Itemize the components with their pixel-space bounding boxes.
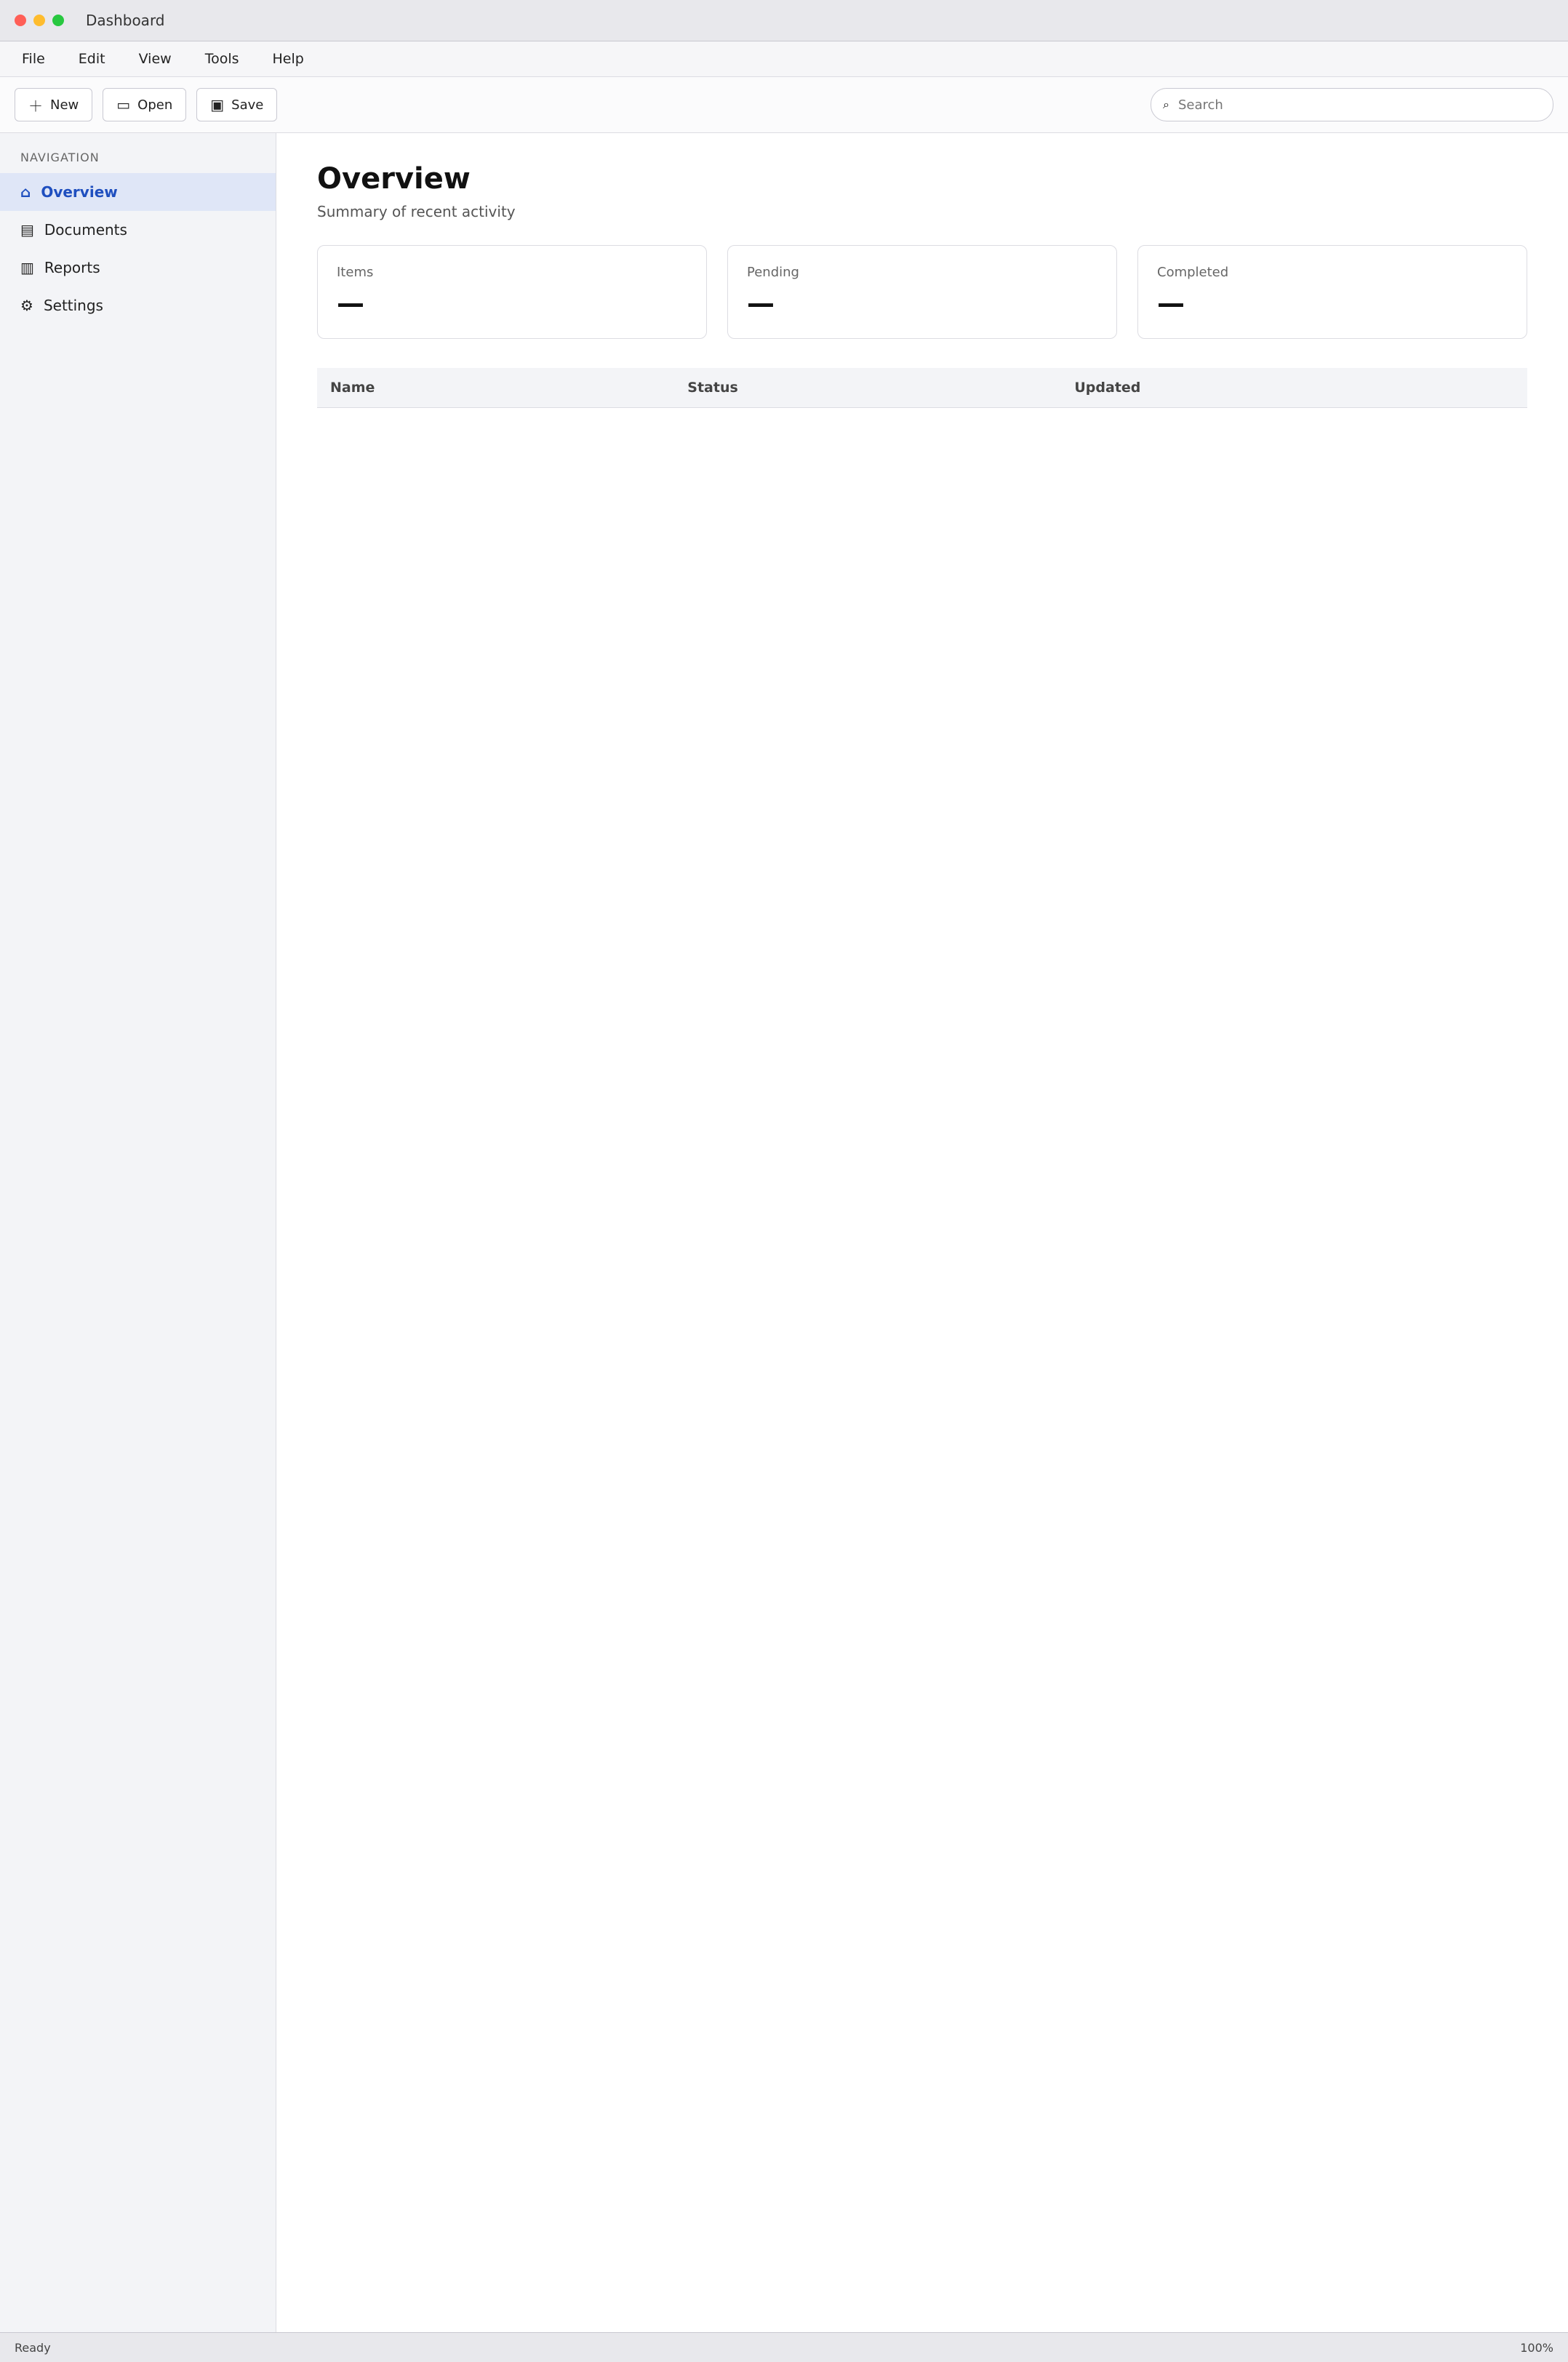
window-controls: [15, 15, 64, 26]
main-panel: [276, 133, 1568, 2332]
close-window-button[interactable]: [15, 15, 26, 26]
card-value: —: [747, 287, 775, 319]
save-button-label: Save: [231, 97, 264, 113]
sidebar-item-label: Reports: [44, 259, 100, 276]
page-subtitle: Summary of recent activity: [317, 203, 516, 220]
data-table: [317, 368, 1527, 408]
card-value: —: [337, 287, 364, 319]
summary-card: [1137, 245, 1527, 339]
open-button[interactable]: [103, 88, 186, 121]
summary-card: [727, 245, 1117, 339]
title-bar: [0, 0, 1568, 41]
menu-bar: [0, 41, 1568, 77]
sidebar-heading: NAVIGATION: [20, 151, 100, 164]
save-button[interactable]: [196, 88, 277, 121]
menu-tools[interactable]: Tools: [204, 51, 239, 67]
status-text: Ready: [15, 2340, 51, 2355]
content-area: [0, 133, 1568, 2332]
summary-card: [317, 245, 707, 339]
sidebar-item-label: Settings: [43, 297, 103, 314]
search-icon: ⌕: [1163, 97, 1169, 111]
sidebar-item-label: Documents: [44, 221, 127, 239]
sidebar-item-label: Overview: [41, 183, 118, 201]
sidebar-item-overview[interactable]: [0, 173, 276, 211]
file-icon: ▤: [20, 221, 34, 239]
search-input[interactable]: [1177, 97, 1541, 113]
maximize-window-button[interactable]: [52, 15, 64, 26]
sidebar-item-documents[interactable]: [0, 211, 276, 249]
column-header[interactable]: Updated: [1061, 368, 1527, 408]
folder-icon: ▭: [116, 96, 131, 113]
menu-help[interactable]: Help: [272, 51, 304, 67]
column-header[interactable]: Status: [674, 368, 1061, 408]
zoom-level: 100%: [1520, 2340, 1553, 2355]
chart-icon: ▥: [20, 259, 34, 276]
toolbar: [0, 77, 1568, 133]
search-box: [1151, 88, 1553, 121]
plus-icon: ＋: [28, 97, 43, 115]
page-title: Overview: [317, 162, 471, 196]
card-label: Items: [337, 265, 374, 280]
menu-view[interactable]: View: [138, 51, 172, 67]
minimize-window-button[interactable]: [33, 15, 45, 26]
menu-edit[interactable]: Edit: [78, 51, 105, 67]
sidebar: [0, 133, 276, 2332]
menu-file[interactable]: File: [22, 51, 45, 67]
save-icon: ▣: [210, 96, 225, 113]
status-bar: [0, 2332, 1568, 2362]
card-label: Completed: [1157, 265, 1229, 280]
card-label: Pending: [747, 265, 799, 280]
window-title: Dashboard: [86, 12, 165, 29]
sidebar-item-settings[interactable]: [0, 287, 276, 324]
summary-cards: [317, 245, 1527, 339]
open-button-label: Open: [137, 97, 173, 113]
new-button[interactable]: [15, 88, 92, 121]
column-header[interactable]: Name: [317, 368, 674, 408]
card-value: —: [1157, 287, 1185, 319]
home-icon: ⌂: [20, 183, 31, 201]
sidebar-item-reports[interactable]: [0, 249, 276, 287]
table-header-row: [317, 368, 1527, 408]
new-button-label: New: [50, 97, 79, 113]
gear-icon: ⚙: [20, 297, 33, 314]
